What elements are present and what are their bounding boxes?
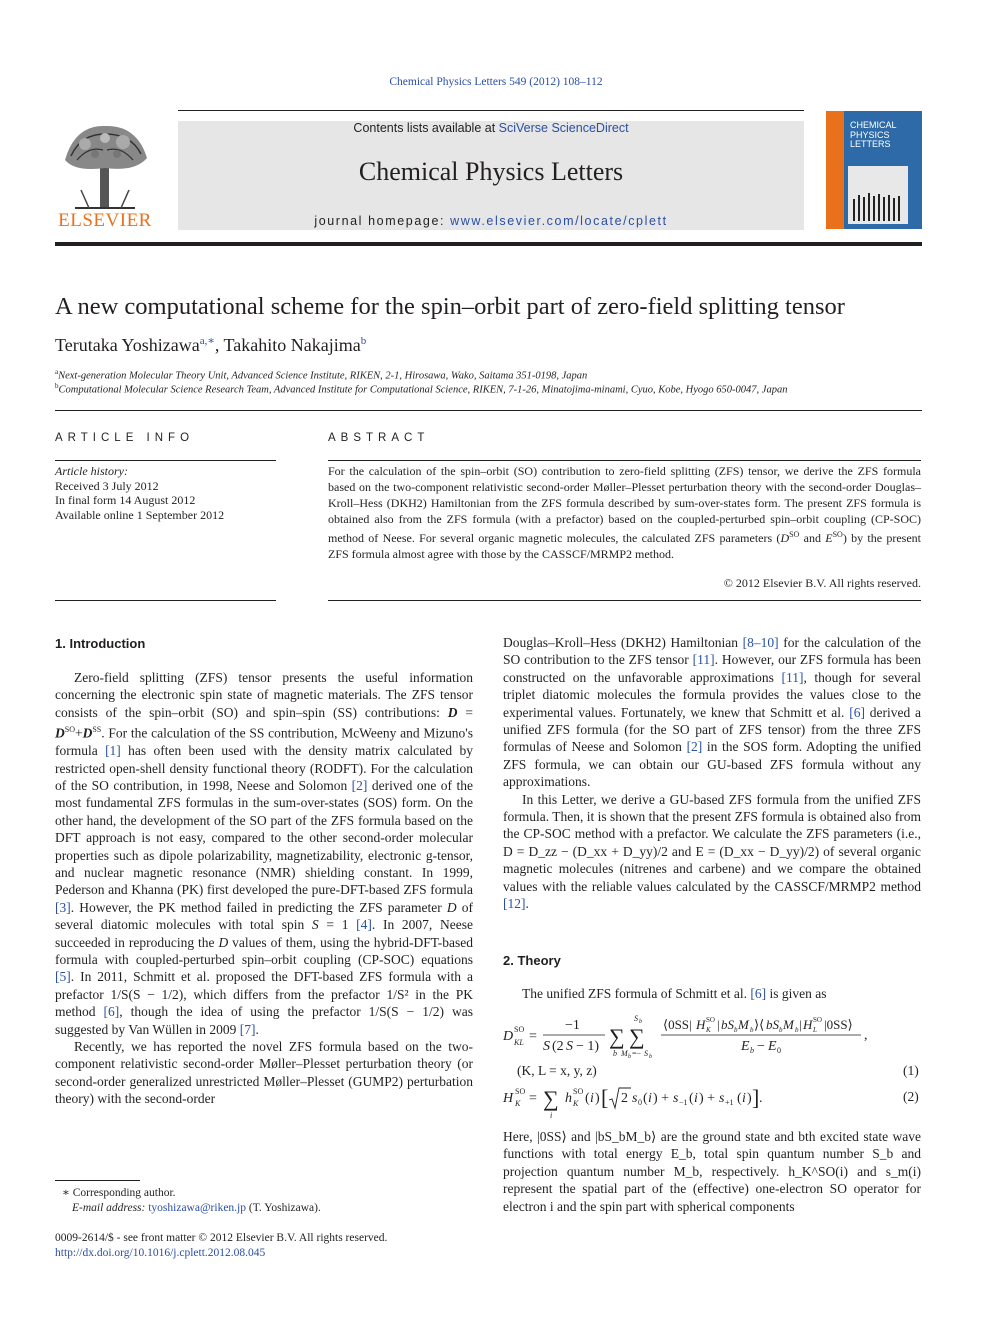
svg-text:h: h	[565, 1091, 572, 1106]
abstract-text: For the calculation of the spin–orbit (SO) contribution to zero-field splitting (ZFS) tensor, we derive the ZFS formula based on the two-component relativistic second-order Møller–Plesset perturbation theory with the second-order Douglas–Kroll–Hess (DKH2) Hamiltonian from the ZFS formula described by sum-over-states form. The present ZFS formula is obtained also from the ZFS formula (with a prefactor) based on the coupled-perturbed spin–orbit coupling (CP-SOC) method of Neese. For several organic magnetic molecules, the calculated ZFS parameters ($D^{SO}$ and $E^{SO}$) by the present ZFS formula almost agree with those by the CASSCF/MRMP2 method.	[328, 464, 922, 561]
theory-intro	[503, 985, 921, 1002]
abstract-heading: ABSTRACT	[328, 432, 430, 444]
journal-cover-thumbnail[interactable]	[826, 111, 922, 229]
svg-text:0: 0	[777, 1046, 781, 1055]
affiliation-rule	[55, 410, 922, 411]
svg-text:M: M	[783, 1017, 794, 1032]
svg-text:(: (	[689, 1091, 694, 1106]
svg-text:SO: SO	[515, 1087, 526, 1096]
citation-link[interactable]: Chemical Physics Letters 549 (2012) 108–112	[389, 76, 603, 88]
svg-text:bS: bS	[766, 1017, 779, 1032]
reference-link[interactable]: [11]	[692, 652, 715, 668]
equation-2	[503, 1080, 783, 1120]
corresponding-author-note: ∗ Corresponding author.	[62, 1187, 176, 1199]
header-rule	[178, 110, 804, 111]
svg-text:M: M	[738, 1017, 749, 1032]
svg-text:−1: −1	[565, 1018, 580, 1033]
equation-1	[503, 1012, 873, 1062]
svg-text:|: |	[717, 1017, 720, 1032]
equation-index-range: (K, L = x, y, z)	[517, 1063, 597, 1078]
svg-text:): )	[595, 1091, 600, 1106]
received-date: Received 3 July 2012	[55, 478, 159, 493]
svg-text:S: S	[644, 1049, 648, 1058]
front-matter	[55, 1231, 475, 1261]
email-note: E-mail address: tyoshizawa@riken.jp (T. Yoshizawa).	[72, 1202, 321, 1214]
svg-text:b: b	[613, 1049, 617, 1058]
svg-text:i: i	[694, 1091, 698, 1106]
journal-citation[interactable]	[0, 76, 992, 88]
journal-title: Chemical Physics Letters	[358, 157, 624, 186]
reference-link[interactable]: [12]	[503, 896, 526, 912]
affiliation-marker[interactable]: b	[360, 335, 367, 347]
author-list: Terutaka Yoshizawa$^{a,∗}$, Takahito Nakajima$^b$	[55, 335, 367, 355]
svg-text:−1: −1	[679, 1098, 688, 1107]
svg-text:− 1): − 1)	[576, 1039, 600, 1054]
article-info-heading: ARTICLE INFO	[55, 432, 195, 444]
introduction-body	[55, 669, 473, 1108]
reference-link[interactable]: [8–10]	[742, 635, 779, 650]
equation-number: (1)	[903, 1063, 919, 1078]
paragraph: The unified ZFS formula of Schmitt et al. [6] is given as	[522, 986, 827, 1001]
svg-text:b: b	[734, 1026, 738, 1034]
svg-text:b: b	[779, 1026, 783, 1034]
svg-text:K: K	[706, 1026, 711, 1034]
article-history	[55, 464, 276, 522]
reference-link[interactable]: [5]	[55, 969, 71, 985]
right-column-body	[503, 634, 921, 913]
paragraph: Recently, we has reported the novel ZFS formula based on the two-component relativistic second-order Møller–Plesset perturbation theory (or second-order generalized unrestricted Møller–Plesset (GUMP2) perturbation theory) with the second-order	[55, 1039, 473, 1107]
svg-text:L: L	[813, 1026, 817, 1034]
paragraph: Here, |0SS⟩ and |bS_bM_b⟩ are the ground state and bth excited state wave functions with total energy E_b, total spin quantum number S_b and projection quantum number M_b, respectively. h_K^SO(i) and s_m(i) represent the spatial part of the (effective) one-electron SO operator for electron i and the spin part with spherical components	[503, 1129, 921, 1214]
affiliation-b: $^b$Computational Molecular Science Research Team, Advanced Institute for Computational Science, RIKEN, 7-1-26, Minatojima-minami, Cyuo, Kobe, Hyogo 650-0047, Japan	[55, 382, 788, 396]
sciencedirect-link[interactable]: SciVerse ScienceDirect	[498, 121, 629, 135]
masthead-thick-rule	[55, 242, 922, 246]
footnote-block	[62, 1186, 462, 1216]
paragraph: Douglas–Kroll–Hess (DKH2) Hamiltonian [8–10] for the calculation of the SO contribution to the ZFS tensor [11]. However, our ZFS formula has been constructed on the unfavorable approximations [11], though for several triplet diatomic molecules the formula provides the values close to the experimental values. Fortunately, we knew that Schmitt et al. [6] derived a unified ZFS formula (for the SO part of ZFS tensor) from the three ZFS formulas of Neese and Solomon [2] in the SOS form. Adopting the unified ZFS formula, we can obtain our GU-based ZFS formula without any approximations.	[503, 635, 921, 790]
svg-text:(: (	[643, 1091, 648, 1106]
svg-text:i: i	[648, 1091, 652, 1106]
history-label: Article history:	[55, 464, 128, 478]
svg-text:H: H	[803, 1017, 813, 1032]
author-name: Terutaka Yoshizawa	[55, 335, 200, 355]
author-name: Takahito Nakajima	[223, 335, 361, 355]
svg-text:]: ]	[752, 1085, 760, 1110]
svg-text:−: −	[757, 1039, 765, 1054]
reference-link[interactable]: [6]	[750, 986, 767, 1001]
reference-link[interactable]: [2]	[686, 739, 703, 755]
info-bottom-rule	[55, 600, 276, 601]
svg-text:E: E	[768, 1039, 777, 1054]
svg-text:KL: KL	[514, 1038, 524, 1047]
svg-text:) +: ) +	[653, 1091, 670, 1106]
homepage-link[interactable]: www.elsevier.com/locate/cplett	[450, 214, 668, 228]
journal-homepage: journal homepage: www.elsevier.com/locate/cplett	[314, 214, 668, 228]
svg-text:b: b	[649, 1054, 652, 1060]
svg-text:) +: ) +	[699, 1091, 716, 1106]
svg-text:SO: SO	[514, 1025, 525, 1034]
svg-text:,: ,	[864, 1028, 868, 1043]
svg-text:s: s	[673, 1091, 679, 1106]
svg-text:H: H	[696, 1017, 706, 1032]
svg-text:SO: SO	[573, 1087, 584, 1096]
svg-text:∑: ∑	[543, 1086, 559, 1111]
reference-link[interactable]: [3]	[55, 899, 71, 915]
journal-masthead	[178, 121, 804, 230]
tree-icon	[55, 120, 155, 212]
cover-title: CHEMICAL PHYSICS LETTERS	[850, 120, 897, 149]
svg-text:i: i	[550, 1111, 553, 1120]
reference-link[interactable]: [11]	[781, 669, 804, 685]
svg-text:b: b	[750, 1026, 754, 1034]
svg-text:s: s	[632, 1091, 638, 1106]
abstract-bottom-rule	[328, 600, 921, 601]
svg-text:=: =	[529, 1091, 537, 1106]
svg-text:bS: bS	[721, 1017, 734, 1032]
article-title: A new computational scheme for the spin–orbit part of zero-field splitting tensor	[55, 293, 845, 320]
issn-line: 0009-2614/$ - see front matter © 2012 Elsevier B.V. All rights reserved.	[55, 1232, 388, 1244]
contents-line: Contents lists available at SciVerse ScienceDirect	[353, 121, 629, 135]
svg-text:=−: =−	[632, 1049, 642, 1058]
reference-link[interactable]: [7]	[239, 1021, 256, 1037]
svg-text:SO: SO	[813, 1016, 822, 1024]
svg-text:(: (	[737, 1091, 742, 1106]
online-date: Available online 1 September 2012	[55, 507, 225, 522]
svg-text:K: K	[515, 1099, 521, 1108]
reference-link[interactable]: [1]	[105, 743, 121, 759]
svg-text:s: s	[719, 1091, 725, 1106]
reference-link[interactable]: [6]	[103, 1004, 120, 1020]
svg-text:.: .	[759, 1091, 763, 1106]
paragraph: In this Letter, we derive a GU-based ZFS formula from the unified ZFS formula. Then, it is shown that the present ZFS formula is obtained also from the CP-SOC method with a prefactor. We calculate the ZFS parameters (i.e., D = D_zz − (D_xx + D_yy)/2 and E = (D_xx − D_yy)/2) of several organic magnetic molecules (nitrenes and carbene) and we compare the obtained values with the reliable values calculated by the CASSCF/MRMP2 method [12].	[503, 791, 921, 912]
svg-text:∑: ∑	[629, 1024, 645, 1049]
cover-art-icon	[826, 111, 922, 229]
svg-text:b: b	[639, 1019, 642, 1025]
affiliation-a: $^a$Next-generation Molecular Theory Unit, Advanced Science Institute, RIKEN, 2-1, Hirosawa, Wako, Saitama 351-0198, Japan	[55, 368, 588, 382]
svg-text:⟩⟨: ⟩⟨	[754, 1017, 765, 1032]
equation-number: (2)	[903, 1089, 919, 1104]
theory-body	[503, 1128, 921, 1215]
email-link[interactable]: tyoshizawa@riken.jp	[148, 1202, 247, 1214]
svg-text:): )	[747, 1091, 752, 1106]
svg-text:[: [	[601, 1085, 609, 1110]
svg-text:K: K	[573, 1099, 579, 1108]
svg-text:|0SS⟩: |0SS⟩	[824, 1017, 853, 1032]
svg-text:=: =	[529, 1029, 537, 1044]
svg-text:b: b	[628, 1054, 631, 1060]
paragraph: Zero-field splitting (ZFS) tensor presents the useful information concerning the electronic spin state of magnetic materials. The ZFS tensor consists of the spin–orbit (SO) and spin–spin (SS) contributions: $D = D^{SO}+D^{SS}$. For the calculation of the SS contribution, McWeeny and Mizuno's formula [1] has often been used with the density matrix calculated by restricted open-shell density functional theory (RODFT). For the calculation of the SO contribution, in 1998, Neese and Solomon [2] derived one of the most fundamental ZFS formulas in the sum-over-states (SOS) form. On the other hand, the development of the SO part of the ZFS formula based on the DFT approach is not easy, compared to the other second-order molecular properties such as dipole polarizability, magnetizability, electronic g-tensor, and nuclear magnetic resonance (NMR) shielding constant. In 1999, Pederson and Khanna (PK) first developed the pure-DFT-based ZFS formula [3]. However, the PK method failed in predicting the ZFS parameter D of several diatomic molecules with total spin S = 1 [4]. In 2007, Neese succeeded in reproducing the D values of them, using the hybrid-DFT-based formula with coupled-perturbed spin–orbit coupling (CP-SOC) equations [5]. In 2011, Schmitt et al. proposed the DFT-based ZFS formula with a prefactor 1/S(S − 1/2), which differs from the prefactor 1/S² in the PK method [6], though the idea of using the prefactor 1/S(S − 1/2) was suggested by Van Wüllen in 2009 [7].	[55, 670, 474, 1037]
elsevier-wordmark: ELSEVIER	[58, 210, 152, 231]
svg-text:E: E	[741, 1039, 750, 1054]
reference-link[interactable]: [2]	[351, 777, 368, 793]
svg-text:∑: ∑	[609, 1024, 625, 1049]
info-rule	[55, 460, 276, 461]
svg-text:H: H	[503, 1091, 514, 1106]
svg-text:(: (	[585, 1091, 590, 1106]
reference-link[interactable]: [4]	[356, 917, 372, 933]
svg-text:S: S	[543, 1039, 550, 1054]
svg-text:+1: +1	[725, 1098, 734, 1107]
abstract-rule	[328, 460, 921, 461]
svg-text:0: 0	[638, 1098, 642, 1107]
svg-text:i: i	[742, 1091, 746, 1106]
reference-link[interactable]: [6]	[849, 704, 865, 720]
svg-text:2: 2	[621, 1091, 628, 1106]
svg-text:D: D	[503, 1029, 514, 1044]
section-heading: 1. Introduction	[55, 636, 146, 651]
svg-text:i: i	[590, 1091, 594, 1106]
svg-text:|: |	[799, 1017, 802, 1032]
final-form-date: In final form 14 August 2012	[55, 493, 196, 507]
svg-text:M: M	[621, 1049, 628, 1058]
svg-text:S: S	[634, 1014, 638, 1023]
svg-text:b: b	[750, 1046, 754, 1055]
affiliation-marker[interactable]: a,∗	[199, 335, 215, 347]
doi-link[interactable]: http://dx.doi.org/10.1016/j.cplett.2012.08.045	[55, 1247, 266, 1259]
svg-text:SO: SO	[706, 1016, 715, 1024]
footnote-rule	[55, 1180, 140, 1181]
svg-text:S: S	[566, 1039, 573, 1054]
svg-text:⟨0SS|: ⟨0SS|	[663, 1017, 692, 1032]
copyright-notice: © 2012 Elsevier B.V. All rights reserved.	[723, 576, 921, 590]
svg-text:(2: (2	[552, 1039, 564, 1054]
section-heading: 2. Theory	[503, 953, 561, 968]
svg-text:b: b	[795, 1026, 799, 1034]
